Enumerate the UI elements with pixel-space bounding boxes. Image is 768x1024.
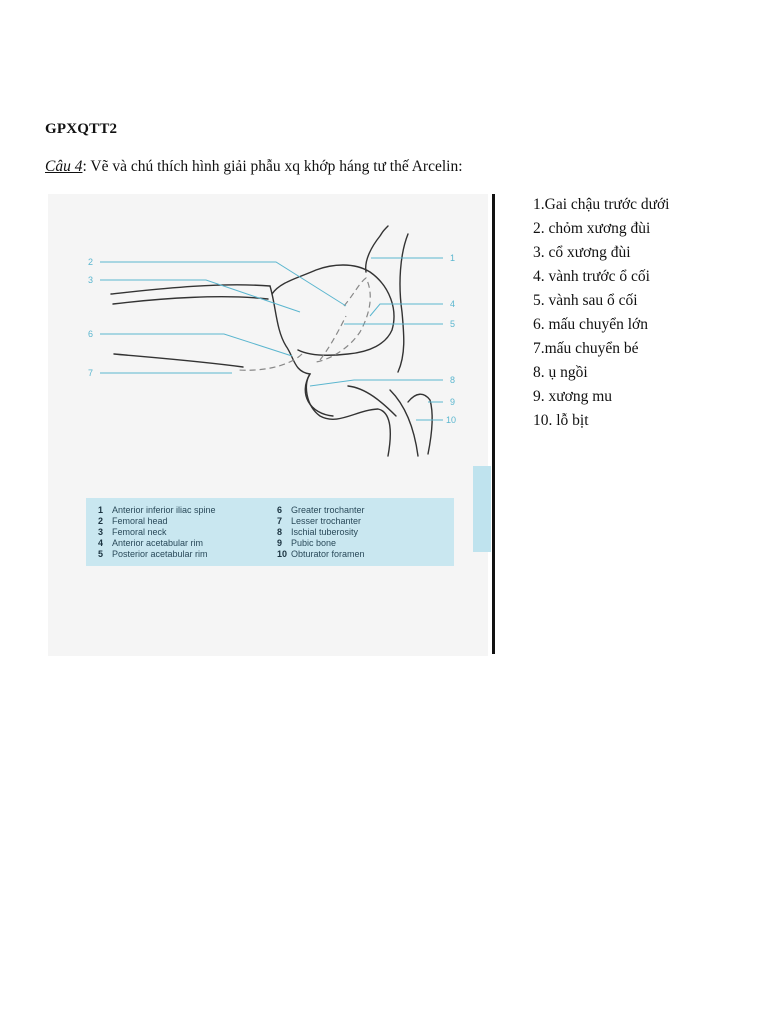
answer-item: 1.Gai chậu trước dưới [533,196,670,213]
callout-numbers [88,253,456,425]
neck-dash [320,316,346,360]
legend-row [98,538,216,549]
legend-row [98,505,216,516]
legend-label: Greater trochanter [291,505,365,515]
pelvis-lateral [398,234,408,372]
answer-list [533,193,670,433]
legend-number: 10 [277,549,288,559]
hip-xray-drawing [48,194,488,656]
callout-number-6: 6 [88,329,94,339]
legend-number: 3 [98,527,104,537]
answer-item: 3. cổ xương đùi [533,244,631,261]
callout-number-5: 5 [450,319,456,329]
legend-number: 8 [277,527,283,537]
callout-number-1: 1 [450,253,456,263]
question-label: Câu 4 [45,158,83,175]
pubic-outline [408,394,432,454]
legend-label: Lesser trochanter [291,516,362,526]
femoral-shaft-upper [111,285,270,294]
legend-label: Anterior inferior iliac spine [112,505,216,515]
figure-side-tab [473,466,491,552]
legend-number: 4 [98,538,104,548]
callout-line-3 [100,280,300,312]
ischial-inner [348,386,396,416]
callout-number-8: 8 [450,375,456,385]
callout-line-4 [370,304,443,316]
legend-number: 1 [98,505,104,515]
anterior-rim [316,278,370,362]
vertical-divider [492,194,495,654]
legend-label: Femoral head [112,516,168,526]
answer-item: 10. lỗ bịt [533,412,589,429]
legend-number: 5 [98,549,104,559]
legend-column-right [277,505,365,560]
legend-label: Femoral neck [112,527,167,537]
femoral-shaft-upper-inner [113,297,268,304]
femoral-head-outline [272,265,394,355]
callout-lines [100,258,443,420]
legend-row [277,538,365,549]
legend-number: 2 [98,516,104,526]
femoral-shaft-lower [114,354,243,367]
legend-label: Obturator foramen [291,549,365,559]
legend-label: Posterior acetabular rim [112,549,208,559]
answer-item: 5. vành sau ổ cối [533,292,638,309]
answer-item: 4. vành trước ổ cối [533,268,650,285]
legend-column-left [98,505,216,560]
callout-number-7: 7 [88,368,94,378]
legend-number: 7 [277,516,283,526]
legend-row [277,516,365,527]
callout-number-3: 3 [88,275,94,285]
question-text: : Vẽ và chú thích hình giải phẫu xq khớp háng tư thế Arcelin: [82,158,463,175]
callout-number-2: 2 [88,257,94,267]
answer-item: 2. chỏm xương đùi [533,220,651,237]
callout-line-8 [310,380,443,386]
answer-item: 7.mấu chuyển bé [533,340,639,357]
legend-row [277,549,365,560]
ilium-outline [366,226,388,272]
callout-number-9: 9 [450,397,456,407]
legend-number: 9 [277,538,283,548]
answer-item: 6. mấu chuyển lớn [533,316,648,333]
callout-line-2 [100,262,346,306]
legend-number: 6 [277,505,283,515]
callout-line-6 [100,334,292,356]
bone-outlines [111,226,432,456]
page-heading: GPXQTT2 [45,121,118,137]
callout-number-10: 10 [446,415,457,425]
callout-number-4: 4 [450,299,456,309]
legend-row [277,527,365,538]
legend-label: Ischial tuberosity [291,527,359,537]
answer-item: 8. ụ ngồi [533,364,588,381]
figure-legend [86,498,454,566]
pubic-inner [390,390,418,456]
legend-row [98,527,216,538]
legend-row [277,505,365,516]
legend-label: Anterior acetabular rim [112,538,204,548]
anatomy-figure [48,194,488,656]
legend-row [98,516,216,527]
answer-item: 9. xương mu [533,388,613,405]
legend-row [98,549,216,560]
question-line [45,158,463,176]
legend-label: Pubic bone [291,538,337,548]
